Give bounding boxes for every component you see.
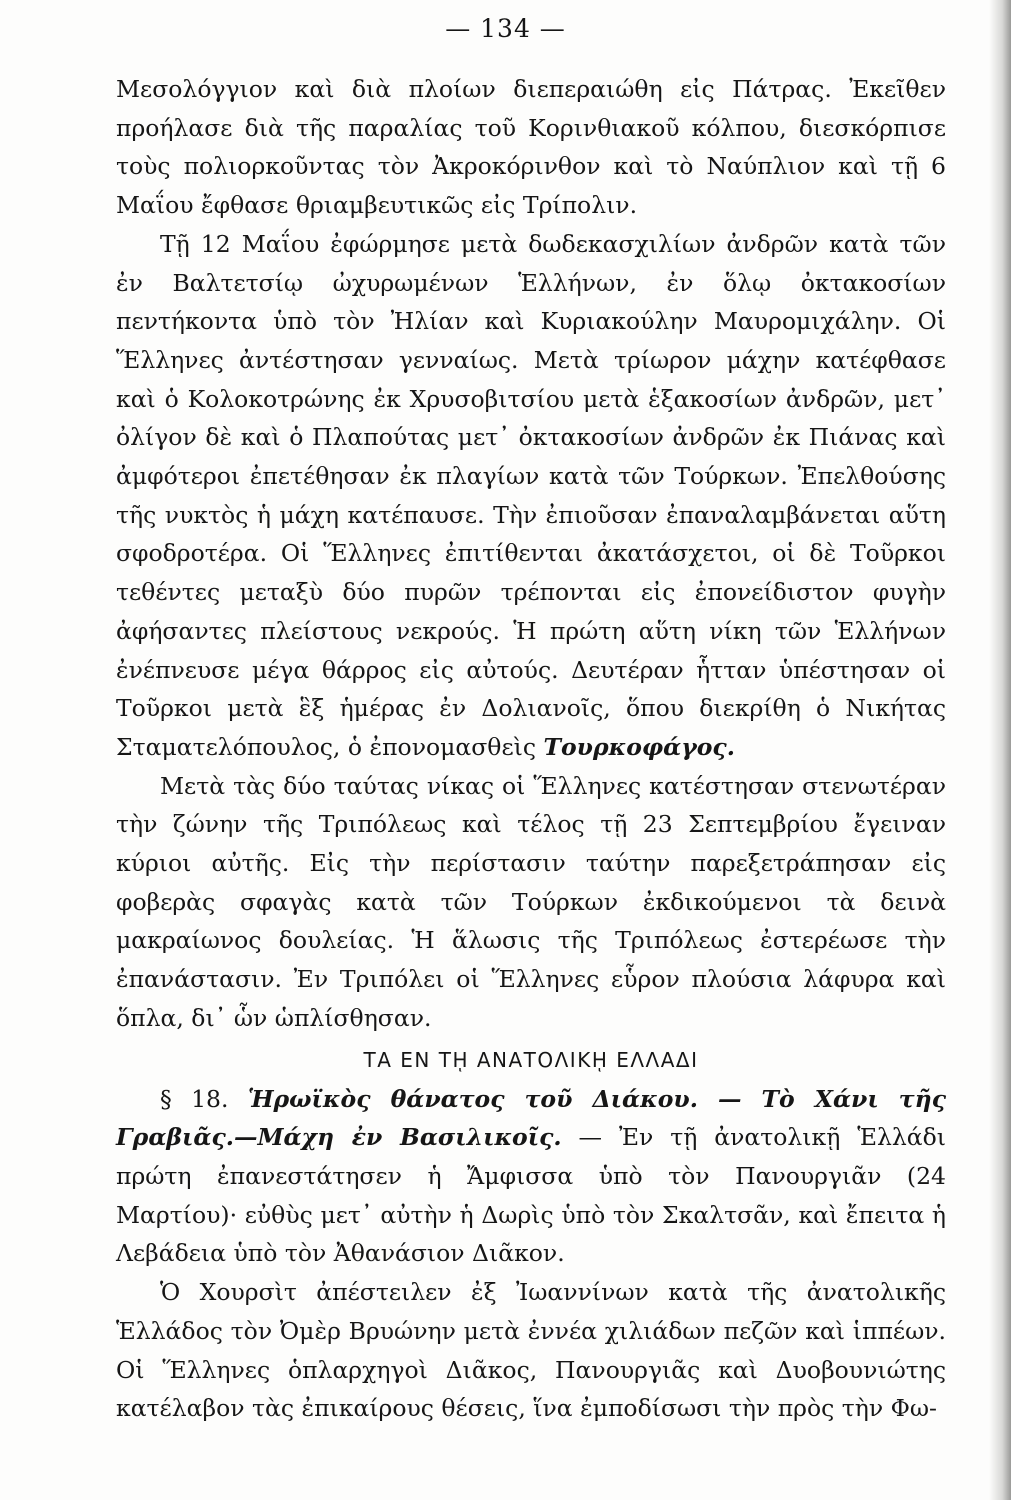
paragraph-valtetsi-battle (116, 225, 946, 767)
epithet: Τουρκοφάγος. (543, 732, 735, 761)
paragraph-section-18 (116, 1080, 946, 1274)
binding-shadow (989, 0, 1011, 1500)
section-number: § 18. (160, 1084, 229, 1113)
page-body (116, 70, 946, 1428)
paragraph-text: — Ἐν τῇ ἀνατολικῇ Ἑλλάδι πρώτη ἐπανεστάτησεν ἡ Ἄμφισσα ὑπὸ τὸν Πανουργιᾶν (24 Μαρτίου)· εὐθὺς μετ᾽ αὐτὴν ἡ Δωρὶς ὑπὸ τὸν Σκαλτσᾶν, καὶ ἔπειτα ἡ Λεβάδεια ὑπὸ τὸν Ἀθανάσιον Διᾶκον. (116, 1123, 946, 1268)
paragraph-omer-vryonis: Ὁ Χουρσὶτ ἀπέστειλεν ἐξ Ἰωαννίνων κατὰ τῆς ἀνατολικῆς Ἑλλάδος τὸν Ὀμὲρ Βρυώνην μετὰ ἐννέα χιλιάδων πεζῶν καὶ ἱππέων. Οἱ Ἕλληνες ὁπλαρχηγοὶ Διᾶκος, Πανουργιᾶς καὶ Δυοβουνιώτης κατέλαβον τὰς ἐπικαίρους θέσεις, ἵνα ἐμποδίσωσι τὴν πρὸς τὴν Φω- (116, 1278, 946, 1423)
paragraph-continuation: Μεσολόγγιον καὶ διὰ πλοίων διεπεραιώθη εἰς Πάτρας. Ἐκεῖθεν προήλασε διὰ τῆς παραλίας τοῦ Κορινθιακοῦ κόλπου, διεσκόρπισε τοὺς πολιορκοῦντας τὸν Ἀκροκόρινθον καὶ τὸ Ναύπλιον καὶ τῇ 6 Μαΐου ἔφθασε θριαμβευτικῶς εἰς Τρίπολιν. (116, 75, 946, 220)
section-heading: ΤΑ ΕΝ Τῌ ΑΝΑΤΟΛΙΚῌ ΕΛΛΑΔΙ (363, 1047, 699, 1072)
section-title: Ἡρωϊκὸς θάνατος τοῦ Διάκου. — Τὸ Χάνι τῆς Γραβιᾶς.—Μάχη ἐν Βασιλικοῖς. (116, 1084, 946, 1152)
paragraph-text: Τῇ 12 Μαΐου ἐφώρμησε μετὰ δωδεκασχιλίων ἀνδρῶν κατὰ τῶν ἐν Βαλτετσίῳ ὠχυρωμένων Ἑλλήνων, ἐν ὅλῳ ὀκτακοσίων πεντήκοντα ὑπὸ τὸν Ἠλίαν καὶ Κυριακούλην Μαυρομιχάλην. Οἱ Ἕλληνες ἀντέστησαν γενναίως. Μετὰ τρίωρον μάχην κατέφθασε καὶ ὁ Κολοκοτρώνης ἐκ Χρυσοβιτσίου μετὰ ἑξακοσίων ἀνδρῶν, μετ᾽ ὀλίγον δὲ καὶ ὁ Πλαπούτας μετ᾽ ὀκτακοσίων ἀνδρῶν ἐκ Πιάνας καὶ ἀμφότεροι ἐπετέθησαν ἐκ πλαγίων κατὰ τῶν Τούρκων. Ἐπελθούσης τῆς νυκτὸς ἡ μάχη κατέπαυσε. Τὴν ἐπιοῦσαν ἐπαναλαμβάνεται αὕτη σφοδροτέρα. Οἱ Ἕλληνες ἐπιτίθενται ἀκατάσχετοι, οἱ δὲ Τοῦρκοι τεθέντες μεταξὺ δύο πυρῶν τρέπονται εἰς ἐπονείδιστον φυγὴν ἀφήσαντες πλείστους νεκρούς. Ἡ πρώτη αὕτη νίκη τῶν Ἑλλήνων ἐνέπνευσε μέγα θάρρος εἰς αὐτούς. Δευτέραν ἧτταν ὑπέστησαν οἱ Τοῦρκοι μετὰ ἓξ ἡμέρας ἐν Δολιανοῖς, ὅπου διεκρίθη ὁ Νικήτας Σταματελόπουλος, ὁ ἐπονομασθεὶς (116, 229, 946, 761)
page-number: — 134 — (445, 14, 566, 43)
paragraph-tripoli-capture: Μετὰ τὰς δύο ταύτας νίκας οἱ Ἕλληνες κατέστησαν στενωτέραν τὴν ζώνην τῆς Τριπόλεως καὶ τέλος τῇ 23 Σεπτεμβρίου ἔγειναν κύριοι αὐτῆς. Εἰς τὴν περίστασιν ταύτην παρεξετράπησαν εἰς φοβερὰς σφαγὰς κατὰ τῶν Τούρκων ἐκδικούμενοι τὰ δεινὰ μακραίωνος δουλείας. Ἡ ἅλωσις τῆς Τριπόλεως ἐστερέωσε τὴν ἐπανάστασιν. Ἐν Τριπόλει οἱ Ἕλληνες εὗρον πλούσια λάφυρα καὶ ὅπλα, δι᾽ ὧν ὡπλίσθησαν. (116, 771, 946, 1032)
